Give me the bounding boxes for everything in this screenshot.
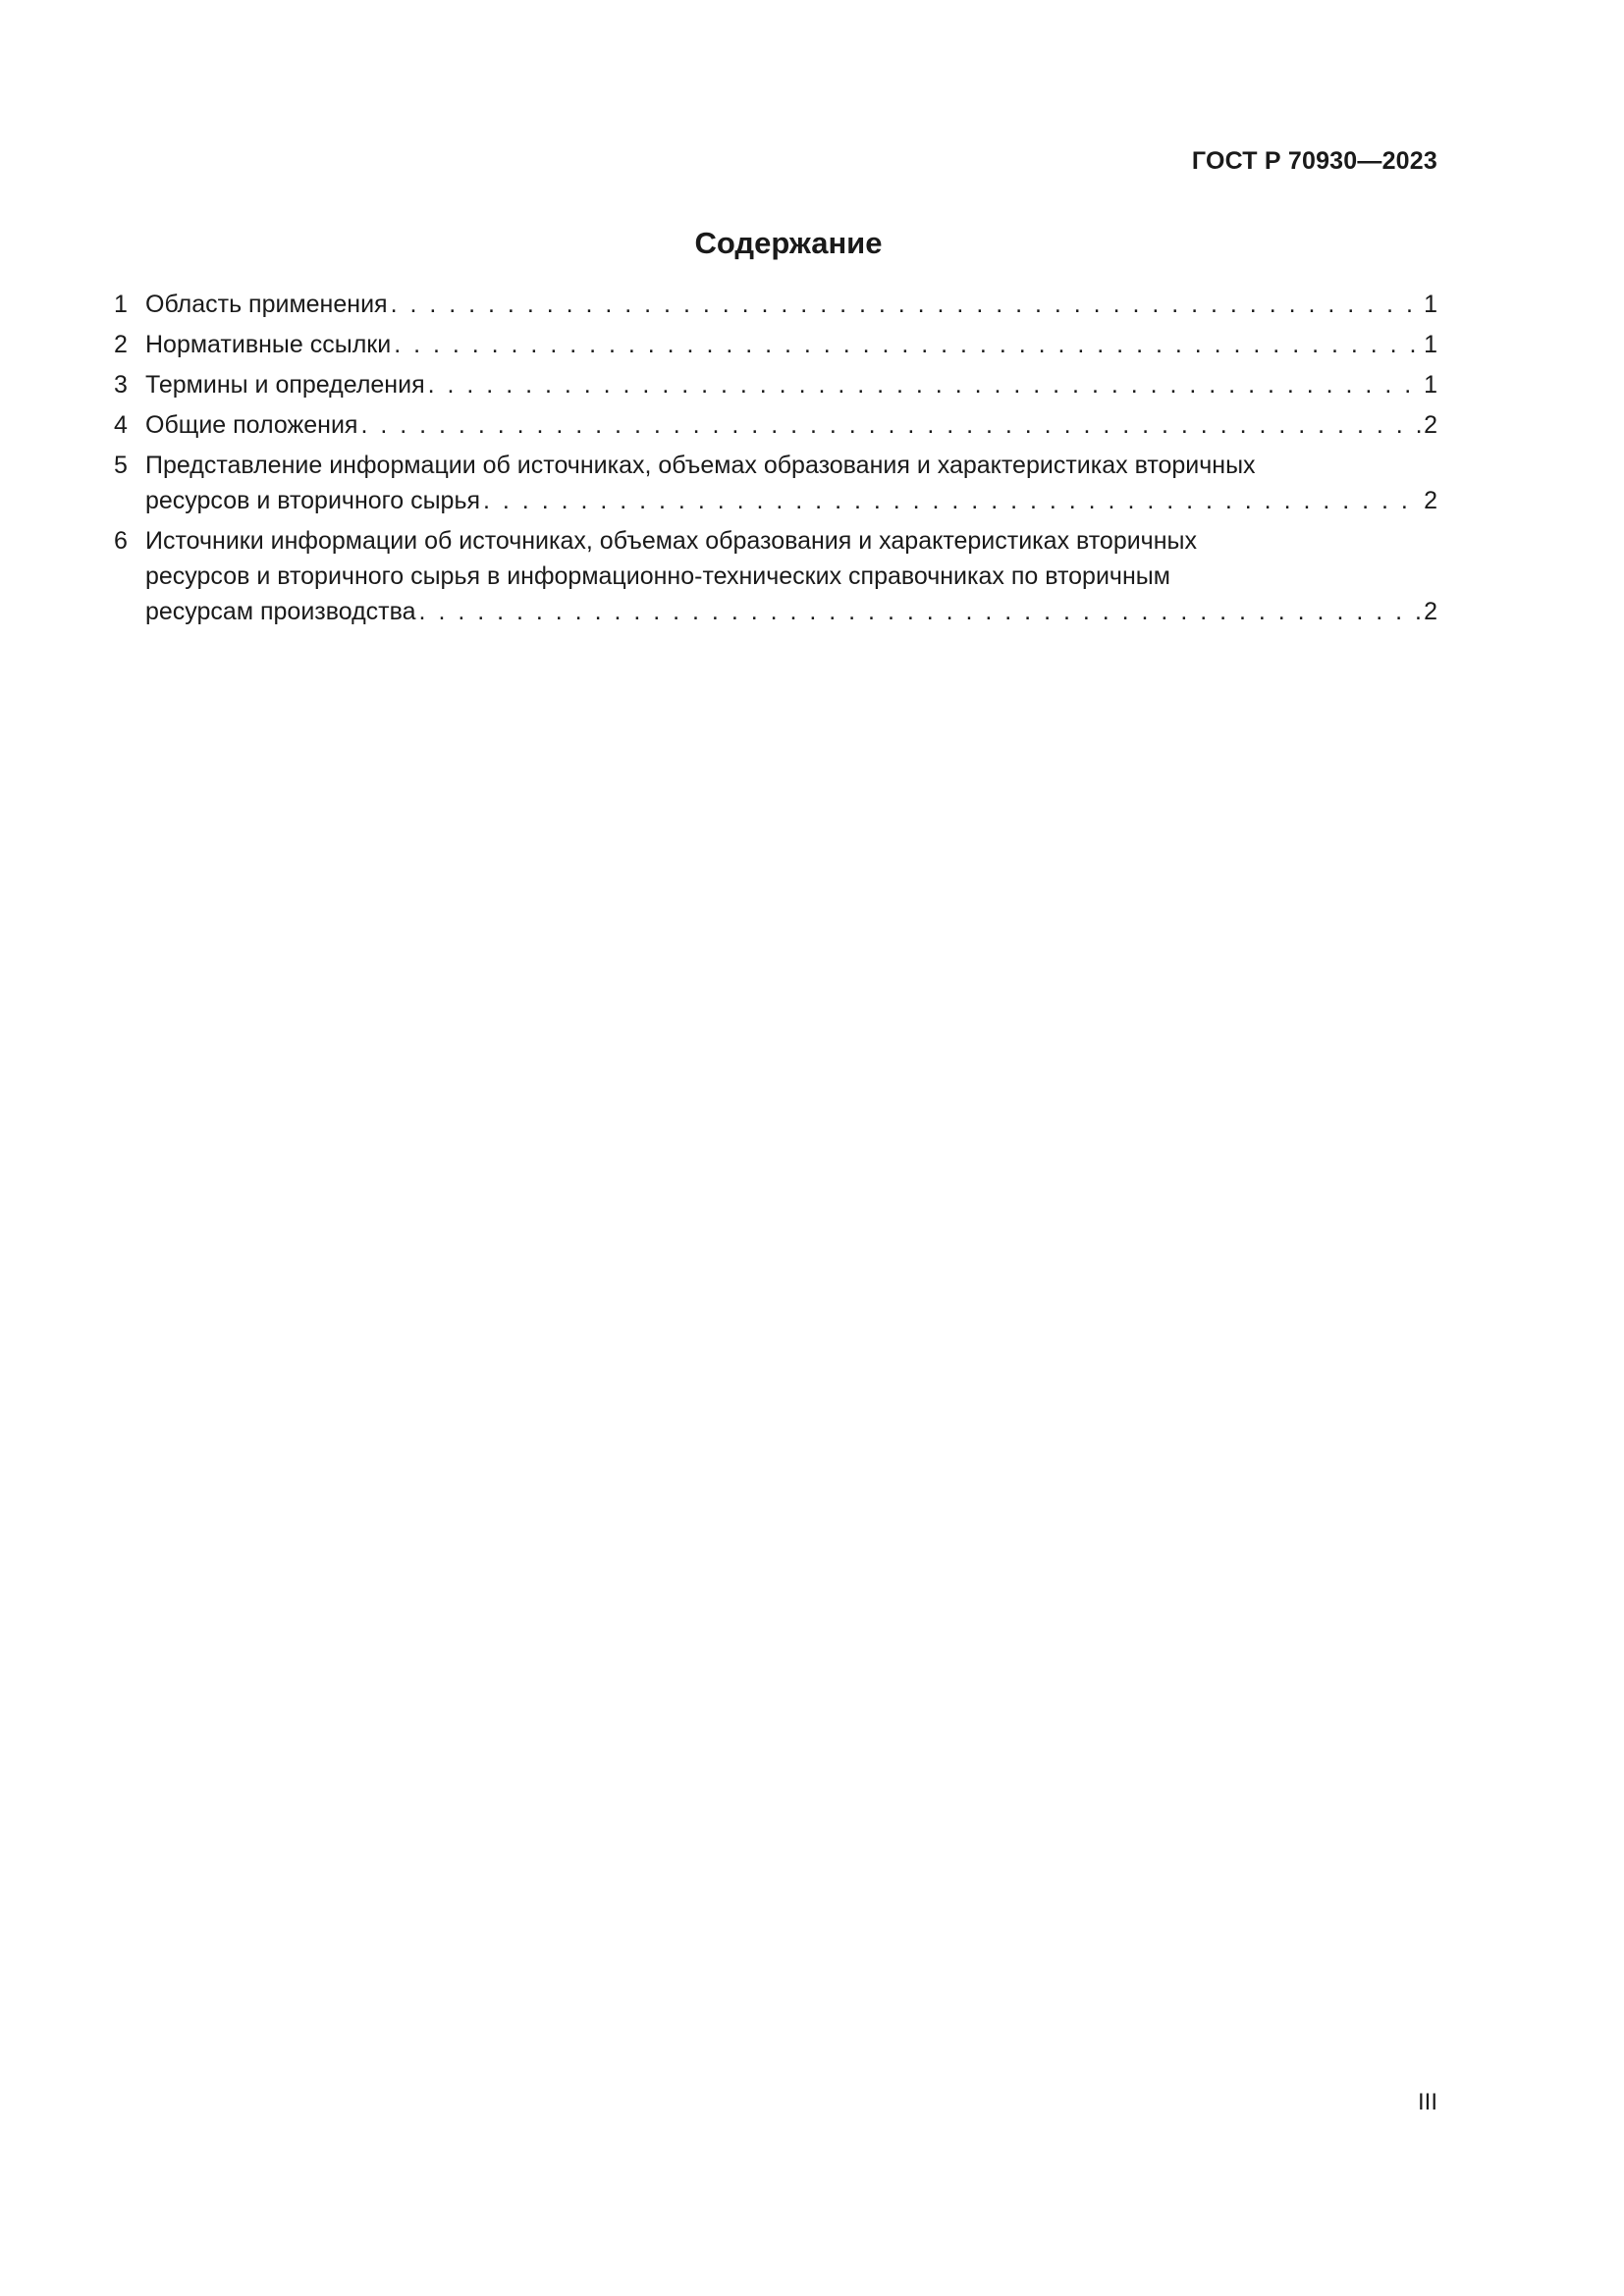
toc-leader-dots bbox=[394, 327, 1421, 362]
toc-leader-dots bbox=[428, 367, 1421, 402]
toc-entry-title: ресурсам производства bbox=[145, 598, 416, 625]
toc-entry[interactable] bbox=[114, 367, 1437, 402]
toc-entry-title: Термины и определения bbox=[145, 371, 425, 399]
toc-entry-number: 5 bbox=[114, 452, 128, 479]
table-of-contents bbox=[114, 287, 1437, 634]
toc-entry-number: 6 bbox=[114, 527, 128, 555]
toc-entry-page: 2 bbox=[1424, 487, 1437, 514]
toc-entry-title-line: Представление информации об источниках, объемах образования и характеристиках вторичных bbox=[145, 452, 1256, 479]
toc-entry-number: 1 bbox=[114, 291, 128, 318]
toc-entry-title: ресурсов и вторичного сырья bbox=[145, 487, 481, 514]
toc-entry-title: Общие положения bbox=[145, 411, 358, 439]
document-code: ГОСТ Р 70930—2023 bbox=[1191, 147, 1437, 175]
toc-entry-page: 1 bbox=[1424, 331, 1437, 358]
toc-entry-title: Нормативные ссылки bbox=[145, 331, 392, 358]
toc-leader-dots bbox=[391, 287, 1422, 322]
toc-entry-page: 2 bbox=[1424, 411, 1437, 439]
toc-entry[interactable] bbox=[114, 407, 1437, 443]
toc-entry-number: 2 bbox=[114, 331, 128, 358]
page-number: III bbox=[1417, 2089, 1437, 2115]
toc-entry-page: 1 bbox=[1424, 371, 1437, 399]
toc-entry[interactable] bbox=[114, 327, 1437, 362]
toc-leader-dots bbox=[483, 483, 1421, 518]
toc-entry[interactable] bbox=[114, 448, 1437, 518]
toc-entry-title-line: ресурсов и вторичного сырья в информационно-технических справочниках по вторичным bbox=[145, 562, 1170, 590]
toc-entry-page: 2 bbox=[1424, 598, 1437, 625]
toc-leader-dots bbox=[360, 407, 1421, 443]
toc-entry[interactable] bbox=[114, 287, 1437, 322]
toc-entry-number: 4 bbox=[114, 411, 128, 439]
toc-title: Содержание bbox=[694, 226, 883, 260]
toc-entry[interactable] bbox=[114, 523, 1437, 629]
toc-entry-title: Область применения bbox=[145, 291, 388, 318]
toc-leader-dots bbox=[419, 594, 1422, 629]
toc-entry-title-line: Источники информации об источниках, объемах образования и характеристиках вторичных bbox=[145, 527, 1197, 555]
toc-entry-page: 1 bbox=[1424, 291, 1437, 318]
toc-entry-number: 3 bbox=[114, 371, 128, 399]
